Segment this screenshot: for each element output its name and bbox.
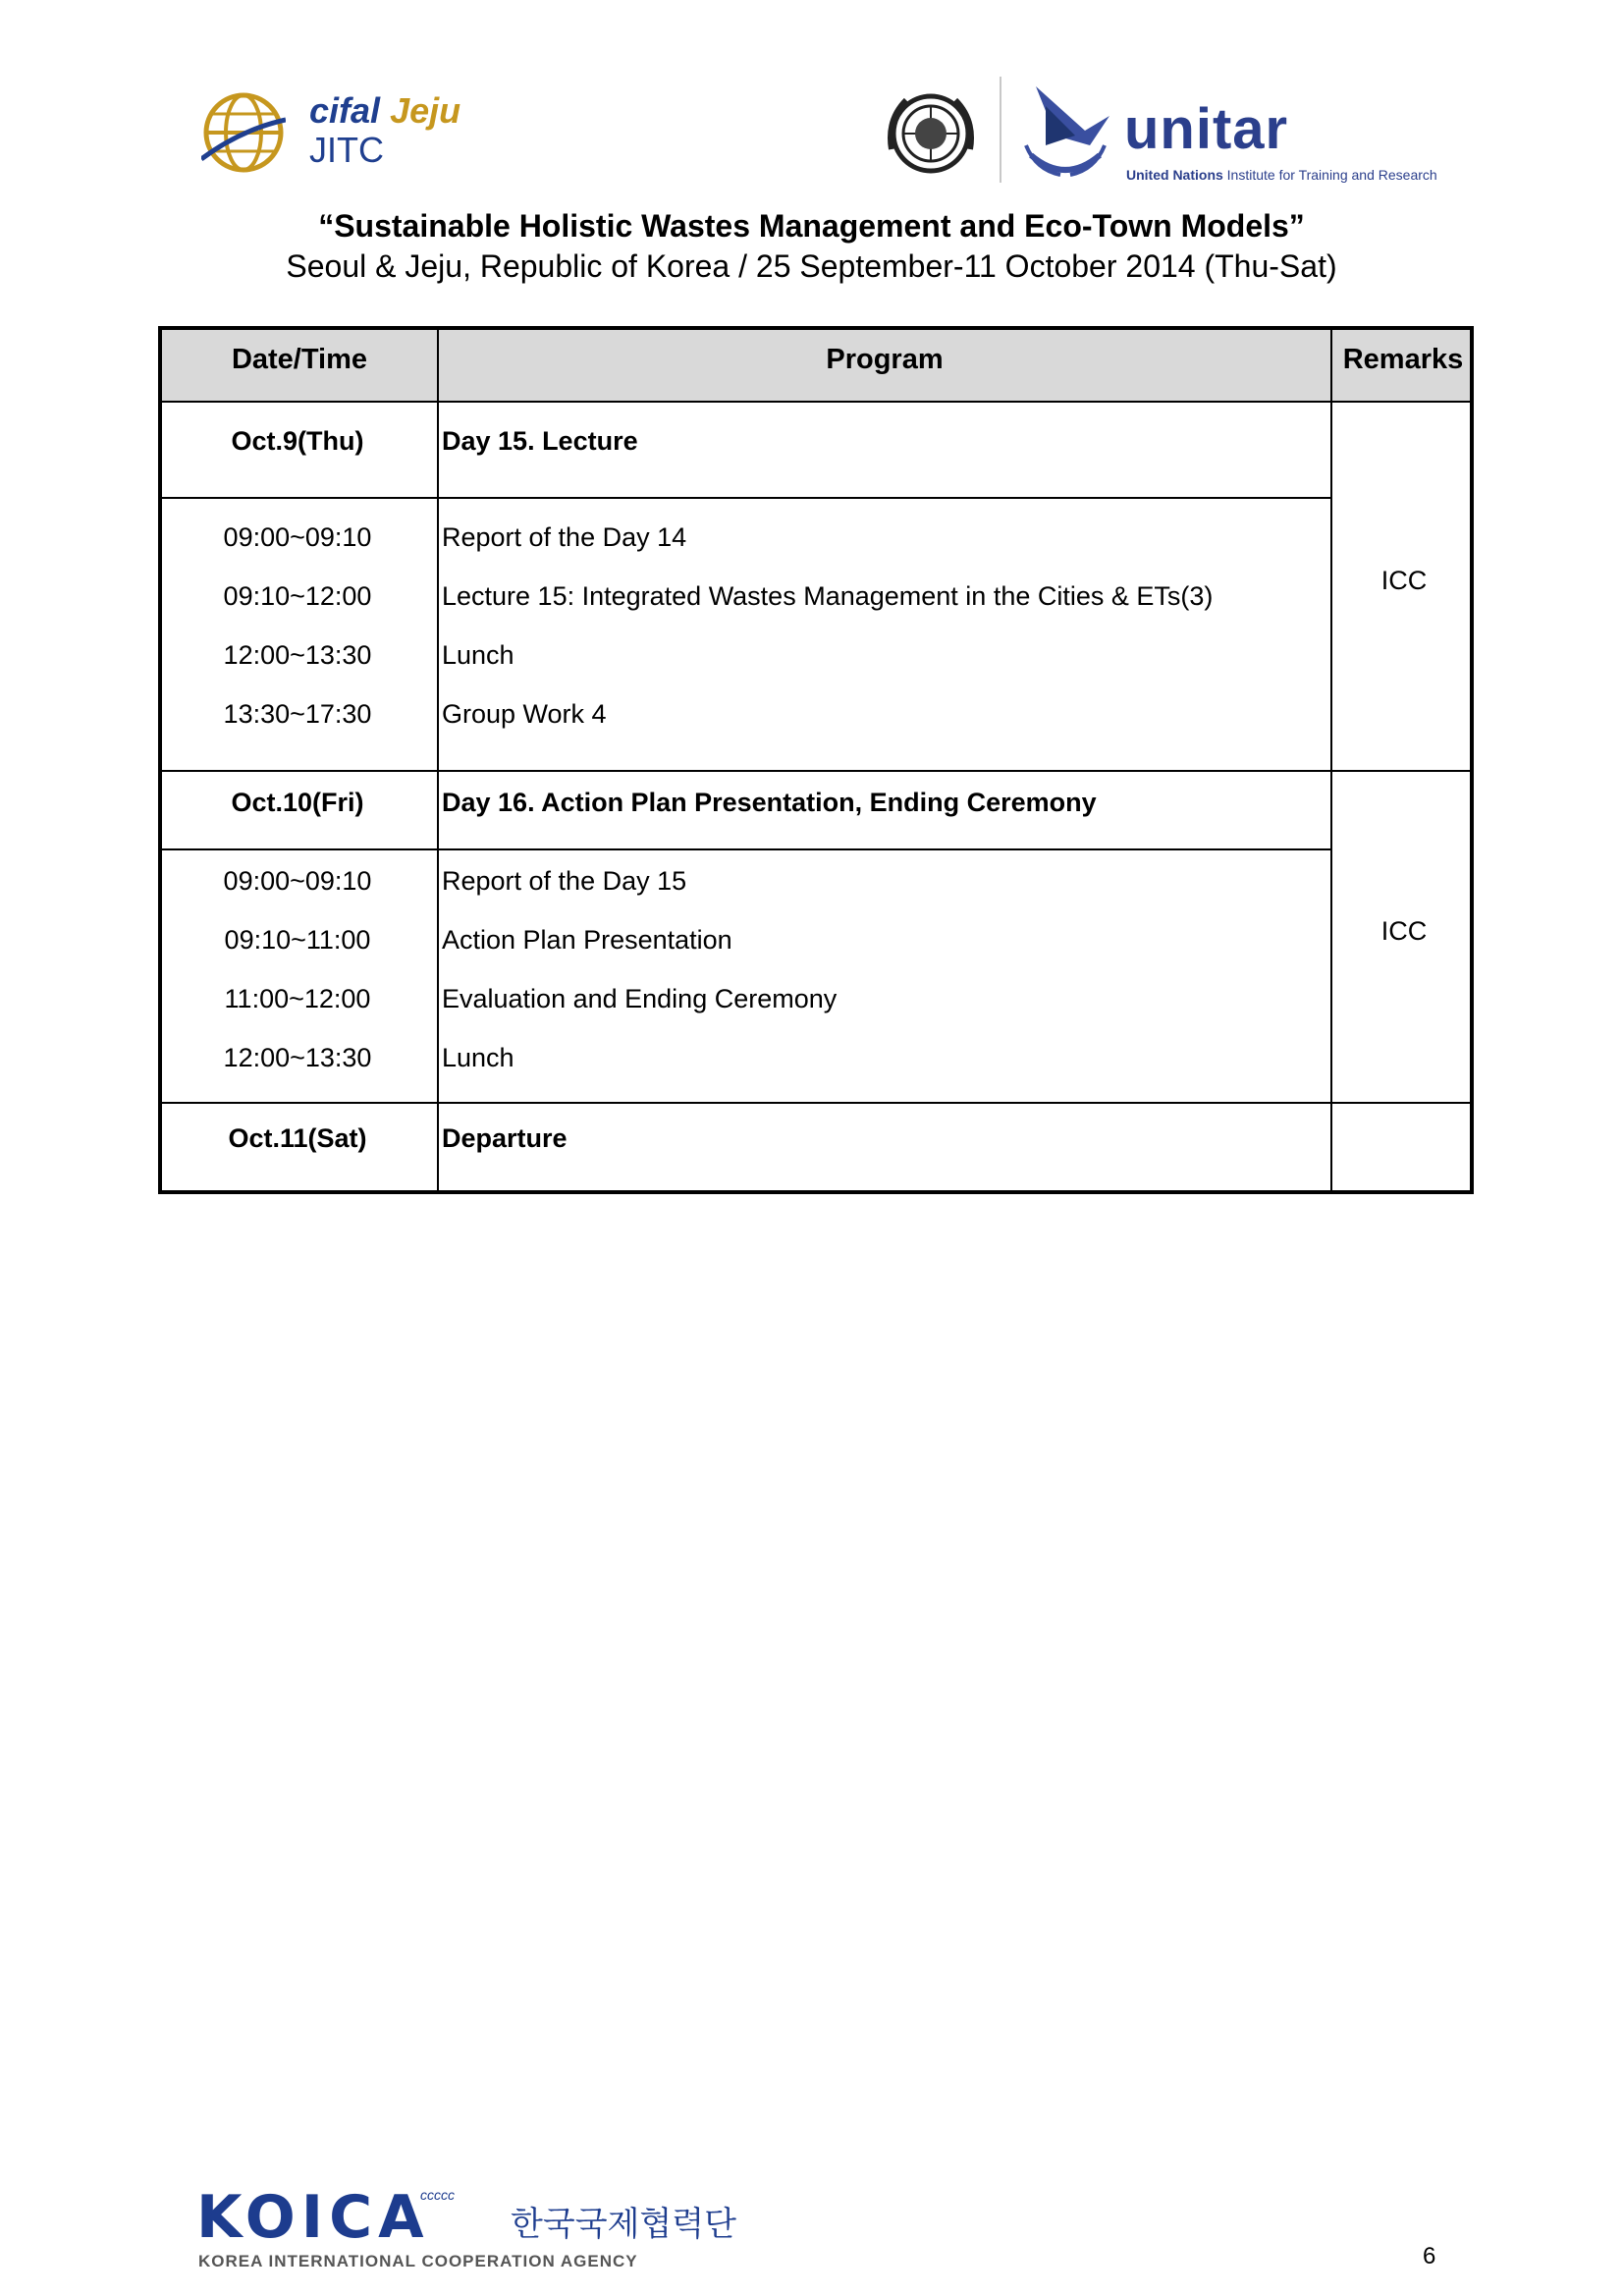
column-header-remarks: Remarks: [1342, 344, 1464, 375]
day-remark: ICC: [1380, 916, 1428, 946]
koica-full-name: KOREA INTERNATIONAL COOPERATION AGENCY: [198, 2252, 638, 2270]
item-program: Action Plan Presentation: [442, 925, 732, 955]
cifal-jeju-logo: [201, 88, 496, 177]
cifal-jeju-wordmark: cifal Jeju: [309, 90, 461, 131]
item-program: Lecture 15: Integrated Wastes Management in the Cities & ETs(3): [442, 581, 1214, 611]
schedule-table: [158, 326, 1474, 1194]
item-time: 09:00~09:10: [223, 866, 372, 896]
item-time: 09:00~09:10: [223, 522, 372, 552]
item-program: Report of the Day 14: [442, 522, 687, 552]
jitc-wordmark: JITC: [309, 130, 384, 170]
koica-wordmark: KOICA: [196, 2183, 430, 2252]
day-title: Day 16. Action Plan Presentation, Ending Ceremony: [442, 788, 1097, 817]
row-divider: [162, 1102, 1470, 1104]
column-header-program: Program: [826, 344, 944, 375]
koica-tagline: ccccc: [420, 2187, 455, 2203]
day-date: Oct.11(Sat): [228, 1123, 367, 1153]
koica-korean-name: 한국국제협력단: [511, 2205, 736, 2244]
unitar-wordmark: unitar: [1124, 97, 1289, 161]
item-program: Report of the Day 15: [442, 866, 687, 896]
unitar-subtitle: United Nations Institute for Training and Research: [1126, 167, 1437, 183]
item-time: 11:00~12:00: [224, 984, 371, 1013]
item-time: 09:10~11:00: [224, 925, 371, 955]
row-divider: [162, 848, 1332, 850]
item-time: 12:00~13:30: [223, 640, 372, 670]
document-subtitle: Seoul & Jeju, Republic of Korea / 25 September-11 October 2014 (Thu-Sat): [286, 248, 1337, 284]
unitar-logo: [1016, 77, 1458, 190]
page-number: 6: [1423, 2243, 1436, 2269]
unitar-bird-icon: [1016, 77, 1114, 185]
row-divider: [162, 770, 1470, 772]
column-divider: [1330, 330, 1332, 1190]
day-remark: ICC: [1380, 566, 1428, 595]
day-date: Oct.10(Fri): [231, 788, 364, 817]
item-time: 12:00~13:30: [223, 1043, 372, 1072]
row-divider: [162, 497, 1332, 499]
item-program: Group Work 4: [442, 699, 607, 729]
column-header-datetime: Date/Time: [231, 344, 368, 375]
globe-icon: [201, 90, 286, 175]
item-program: Lunch: [442, 1043, 514, 1072]
logo-divider: [1000, 77, 1001, 183]
item-program: Evaluation and Ending Ceremony: [442, 984, 838, 1013]
item-program: Lunch: [442, 640, 514, 670]
day-date: Oct.9(Thu): [231, 426, 364, 456]
un-emblem-icon: [882, 90, 980, 177]
koica-logo: [196, 2183, 785, 2270]
document-title: “Sustainable Holistic Wastes Management and Eco-Town Models”: [318, 208, 1305, 244]
day-title: Departure: [442, 1123, 568, 1153]
item-time: 13:30~17:30: [223, 699, 372, 729]
item-time: 09:10~12:00: [223, 581, 372, 611]
day-title: Day 15. Lecture: [442, 426, 638, 456]
column-divider: [437, 330, 439, 1190]
